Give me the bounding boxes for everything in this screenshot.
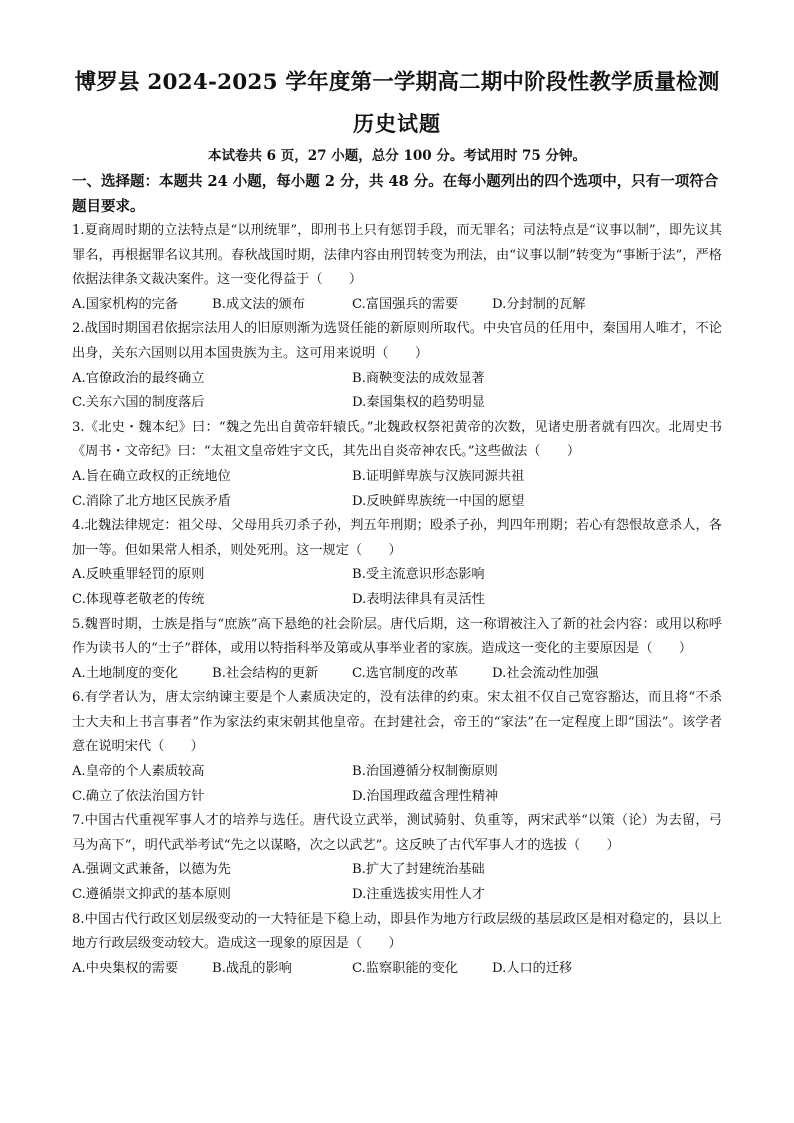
- question-8: [72, 908, 722, 982]
- options: [72, 367, 722, 416]
- question-3: [72, 416, 722, 514]
- option-d: D.社会流动性加强: [492, 665, 599, 681]
- option-a: A.官僚政治的最终确立: [72, 370, 205, 386]
- options: [72, 858, 722, 907]
- options: [72, 662, 722, 687]
- option-a: A.强调文武兼备，以德为先: [72, 862, 231, 878]
- option-c: C.遵循崇文抑武的基本原则: [72, 887, 231, 903]
- question-stem: 8.中国古代行政区划层级变动的一大特征是下稳上动，即县作为地方行政层级的基层政区是相对稳定的，县以上地方行政层级变动较大。造成这一现象的原因是（ ）: [72, 911, 722, 952]
- section-heading: 一、选择题：本题共 24 小题，每小题 2 分，共 48 分。在每小题列出的四个选项中，只有一项符合题目要求。: [72, 173, 719, 215]
- options: [72, 760, 722, 809]
- option-c: C.富国强兵的需要: [352, 296, 459, 312]
- options: [72, 563, 722, 612]
- option-b: B.受主流意识形态影响: [352, 567, 485, 583]
- option-b: B.成文法的颁布: [212, 296, 306, 312]
- option-a: A.国家机构的完备: [72, 296, 179, 312]
- exam-page: [72, 68, 722, 981]
- option-b: B.扩大了封建统治基础: [352, 862, 485, 878]
- question-stem: 6.有学者认为，唐太宗纳谏主要是个人素质决定的，没有法律的约束。宋太祖不仅自己宽容豁达，而且将“不杀士大夫和上书言事者”作为家法约束宋朝其他皇帝。在封建社会，帝王的“家法”在一定程度上即“国法”。该学者意在说明宋代（ ）: [72, 690, 722, 755]
- option-b: B.社会结构的更新: [212, 665, 319, 681]
- question-2: [72, 317, 722, 415]
- option-a: A.土地制度的变化: [72, 665, 179, 681]
- question-stem: 1.夏商周时期的立法特点是“以刑统罪”，即刑书上只有惩罚手段，而无罪名；司法特点是“议事以制”，即先议其罪名，再根据罪名议其刑。春秋战国时期，法律内容由刑罚转变为刑法，由“议事以制”转变为“事断于法”，严格依据法律条文裁决案件。这一变化得益于（ ）: [72, 223, 722, 288]
- question-stem: 7.中国古代重视军事人才的培养与选任。唐代设立武举，测试骑射、负重等，两宋武举“以策（论）为去留，弓马为高下”，明代武举考试“先之以谋略，次之以武艺”。这反映了古代军事人才的选拔（ ）: [72, 813, 722, 853]
- option-a: A.中央集权的需要: [72, 960, 179, 976]
- question-stem: 2.战国时期国君依据宗法用人的旧原则渐为选贤任能的新原则所取代。中央官员的任用中，秦国用人唯才，不论出身，关东六国则以用本国贵族为主。这可用来说明（ ）: [72, 321, 722, 361]
- options: [72, 293, 722, 318]
- question-stem: 5.魏晋时期，士族是指与“庶族”高下悬绝的社会阶层。唐代后期，这一称谓被注入了新的社会内容：或用以称呼作为读书人的“士子”群体，或用以特指科举及第或从事举业者的家族。造成这一变化的主要原因是（ ）: [72, 616, 722, 657]
- question-6: [72, 686, 722, 809]
- question-stem: 3.《北史・魏本纪》曰：“魏之先出自黄帝轩辕氏。”北魏政权祭祀黄帝的次数，见诸史册者就有四次。北周史书《周书・文帝纪》曰：“太祖文皇帝姓宇文氏，其先出自炎帝神农氏。”这些做法（ ）: [72, 419, 722, 460]
- exam-subject: 历史试题: [353, 111, 441, 136]
- exam-title: 博罗县 2024-2025 学年度第一学期高二期中阶段性教学质量检测: [74, 70, 720, 95]
- option-a: A.皇帝的个人素质较高: [72, 764, 205, 780]
- option-c: C.确立了依法治国方针: [72, 788, 205, 804]
- option-b: B.治国遵循分权制衡原则: [352, 764, 498, 780]
- option-d: D.反映鲜卑族统一中国的愿望: [352, 493, 525, 509]
- option-b: B.证明鲜卑族与汉族同源共祖: [352, 468, 525, 484]
- option-c: C.监察职能的变化: [352, 960, 459, 976]
- option-c: C.消除了北方地区民族矛盾: [72, 493, 231, 509]
- question-1: [72, 219, 722, 317]
- option-b: B.战乱的影响: [212, 960, 292, 976]
- option-c: C.选官制度的改革: [352, 665, 459, 681]
- option-d: D.秦国集权的趋势明显: [352, 395, 485, 411]
- option-c: C.体现尊老敬老的传统: [72, 591, 205, 607]
- question-5: [72, 613, 722, 687]
- option-c: C.关东六国的制度落后: [72, 395, 205, 411]
- options: [72, 957, 722, 982]
- option-d: D.表明法律具有灵活性: [352, 591, 485, 607]
- exam-info: 本试卷共 6 页，27 小题，总分 100 分。考试用时 75 分钟。: [207, 148, 587, 164]
- question-stem: 4.北魏法律规定：祖父母、父母用兵刃杀子孙，判五年刑期；殴杀子孙，判四年刑期；若心有怨恨故意杀人，各加一等。但如果常人相杀，则处死刑。这一规定（ ）: [72, 518, 722, 558]
- option-d: D.分封制的瓦解: [492, 296, 586, 312]
- question-4: [72, 514, 722, 612]
- option-a: A.旨在确立政权的正统地位: [72, 468, 231, 484]
- option-d: D.人口的迁移: [492, 960, 573, 976]
- option-b: B.商鞅变法的成效显著: [352, 370, 485, 386]
- option-d: D.注重选拔实用性人才: [352, 887, 485, 903]
- options: [72, 465, 722, 514]
- option-a: A.反映重罪轻罚的原则: [72, 567, 205, 583]
- question-7: [72, 809, 722, 907]
- option-d: D.治国理政蕴含理性精神: [352, 788, 499, 804]
